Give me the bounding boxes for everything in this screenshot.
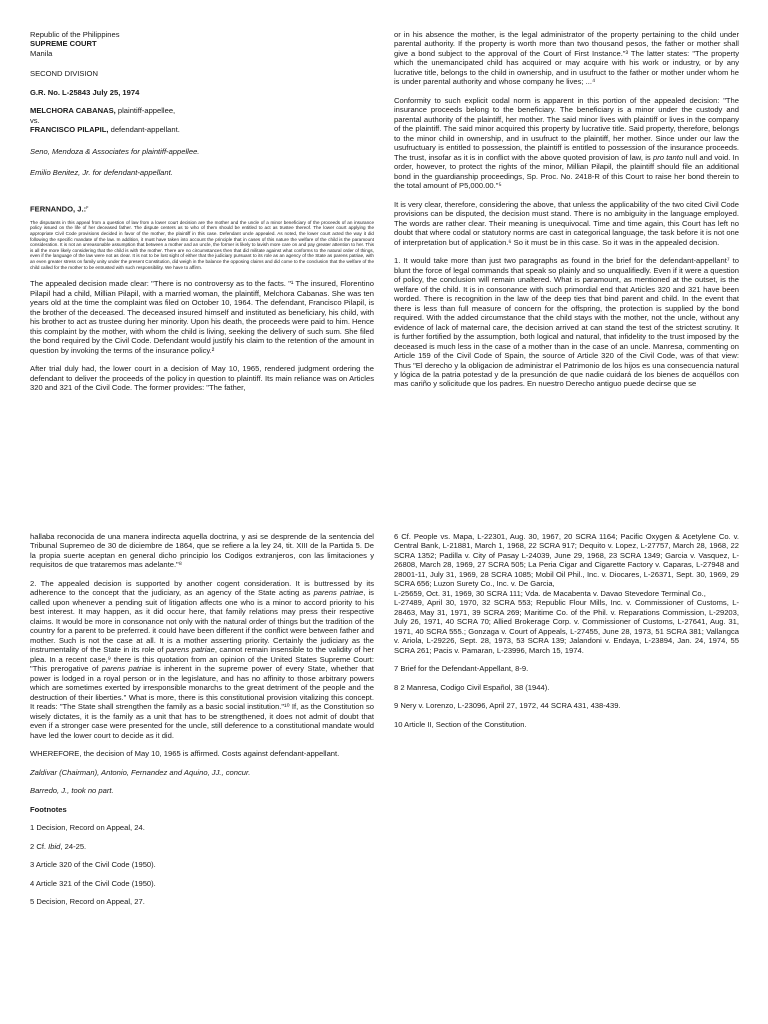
appellee-role: plaintiff-appellee, (115, 106, 176, 116)
case-summary: The disputants in this appeal from a question of law from a lower court decision are the mother and the uncle of a minor beneficiary of the proceeds of an insurance policy issued on the life of her deceased father. The dispute centers as to who of them should be entitled to act as trustee thereof. The lower court applying the appropriate Civil Code provisions decided in favor of the mother, the plaintiff in this case. Defendant uncle appealed. As noted, the lower court acted the way it did following the specific mandate of the law. In addition, it must have taken into account the principle that in cases of this nature the welfare of the child is the paramount consideration. It is not an unreasonable assumption that between a mother and an uncle, the former is likely to lavish more care on and pay greater attention to her. This is all the more likely considering that the child is with the mother. There are no circumstances then that did militate against what conforms to the natural order of things, even if the language of the law were not as clear. It is not to be lost sight of either that the judiciary pursuant to its role as an agency of the State as parens patriae, with an even greater stress on family unity under the present Constitution, did weigh in the balance the opposing claims and did come to the conclusion that the welfare of the child called for the mother to be entrusted with such responsibility. We have to affirm. (30, 219, 374, 270)
text-run: Conformity to such explicit codal norm is apparent in this portion of the appealed decision: "The insurance proceeds belong to the beneficiary. The beneficiary is a minor under the custody and parental authority of the plaintiff, her mother. The said minor lives with plaintiff or lives in the company of the plaintiff. The said minor acquired this property by lucrative title. Said property, therefore, belongs to the minor child in ownership, and in usufruct to the plaintiff, her mother. Since under our law the usufructuary is entitled to possession, the plaintiff is entitled to possession of the insurance proceeds. The trust, insofar as it is in conflict with the above quoted provision of law, is (394, 95, 739, 162)
body-paragraph (30, 579, 374, 740)
text-run: is inherent in the supreme power of every State, whether that power is lodged in a royal person or in the legislature, and has no affinity to those arbitrary powers which are sometimes exerted by irresponsible monarchs to the great detriment of the people and the destruction of their liberties." What is more, there is this constitutional provision vitalizing this concept. It reads: "The State shall strengthen the family as a basic social institution."¹⁰ If, as the Constitution so wisely dictates, it is the family as a unit that has to be strengthened, it does not admit of doubt that even if a stronger case were presented for the uncle, still deference to a constitutional mandate would have led the lower court to decide as it did. (30, 664, 374, 740)
text-run: 6 Cf. People vs. Mapa, L-22301, Aug. 30, 1967, 20 SCRA 1164; Pacific Oxygen & Acetylene Co. v. Central Bank, L-21881, March 1, 1968, 22 SCRA 917; Dequito v. Lopez, L-27757, March 28, 1968, 22 SCRA 1352; Padilla v. City of Pasay L-24039, June 29, 1968, 23 SCRA 1349; Garcia v. Vasquez, L-26808, March 28, 1969, 27 SCRA 505; La Peria Cigar and Cigarette Factory v. Caparas, L-27948 and 28001-11, July 31, 1969, 28 SCRA 1085; Mobil Oil Phil., Inc. v. Diocares, L-26371, Sept. 30, 1969, 29 SCRA 656; Luzon Surety Co., Inc. v. De Garcia, (394, 532, 739, 589)
body-paragraph: or in his absence the mother, is the legal administrator of the property pertaining to the child under parental authority. If the property is worth more than two thousand pesos, the father or mother shall give a bond subject to the approval of the Court of First Instance."³ The latter states: "The property which the unemancipated child has acquired or may acquire with his work or industry, or by any lucrative title, belongs to the child in ownership, and in usufruct to the father or mother under whom he is under parental authority and whose company he lives; ...⁴ (394, 30, 739, 87)
case-number: G.R. No. L-25843 July 25, 1974 (30, 87, 140, 97)
case-header (30, 30, 374, 58)
body-paragraph: 1. It would take more than just two paragraphs as found in the brief for the defendant-appellant⁷ to blunt the force of legal commands that speak so plainly and so unqualifiedly. Even if it were a question of policy, the conclusion will remain unaltered. What is paramount, as mentioned at the outset, is the welfare of the child. It is in consonance with such primordial end that Articles 320 and 321 have been worded. There is recognition in the law of the deep ties that bind parent and child. In the event that there is less than full measure of concern for the offspring, the protection is supplied by the bond required. With the added circumstance that the child stays with the mother, not the uncle, without any evidence of lack of maternal care, the decision arrived at can stand the test of the strictest scrutiny. It is further fortified by the assumption, both logical and natural, that infidelity to the trust imposed by the deceased is much less in the case of a mother than in the case of an uncle. Manresa, commenting on Article 159 of the Civil Code of Spain, the source of Article 320 of the Civil Code, was of that view: Thus "El derecho y la obligacion de administrar el Patrimonio de los hijos es una consecuencia natural y lógica de la patria potestad y de la presunción de que nadie cuidará de los bienes de acquéllos con mas cariño y solicitude que los padres. En nuestro Derecho antiguo puede decirse que se (394, 256, 739, 389)
court-name: SUPREME COURT (30, 39, 97, 49)
text-run: , is called upon whenever a pending suit of litigation affects one who is a minor to accord priority to his best interest. It may happen, as it did occur here, that family relations may press their respective claims. It would be more in consonance not only with the natural order of things but the tradition of the country for a parent to be preferred. it could have been different if the conflict were between father and mother. Such is not the case at all. It is a mother asserting priority. Certainly the judiciary as the instrumentality of the State in its role of (30, 588, 374, 655)
body-paragraph: hallaba reconocida de una manera indirecta aquella doctrina, y asi se desprende de la sentencia del Tribunal Supremeo de 30 de diciembre de 1864, que se refiere a la ley 24, tit. XIII de la Partida 5. De la propia suerte aceptan en general dicho principio los Codigos extranjeros, con las limitaciones y requisitos de que trataremos mas adelante."⁸ (30, 532, 374, 570)
italic-run: parens patriae (101, 664, 152, 674)
ponente-line (30, 204, 374, 214)
italic-run: pro tanto (652, 152, 684, 162)
column-bottom-right (394, 532, 739, 738)
text-run: , 24-25. (60, 841, 87, 851)
italic-run: parens patriae (313, 588, 364, 598)
italic-run: parens patriae (165, 645, 215, 655)
footnote: 7 Brief for the Defendant-Appellant, 8-9. (394, 664, 529, 674)
footnote: 4 Article 321 of the Civil Code (1950). (30, 878, 156, 888)
italic-run: Ibid (48, 841, 61, 851)
ponente-mark: p (86, 203, 89, 209)
country-line: Republic of the Philippines (30, 30, 120, 39)
vs-line: vs. (30, 115, 40, 125)
appellant-role: defendant-appellant. (108, 125, 180, 135)
text-run: , cannot remain insensible to the validity of her plea. In a recent case,⁹ there is this quotation from an opinion of the United States Supreme Court: "This prerogative of (30, 645, 374, 674)
footnote: 10 Article II, Section of the Constitution. (394, 719, 527, 729)
counsel-appellant: Emilio Benitez, Jr. for defendant-appellant. (30, 168, 173, 178)
text-run: L-25659, Oct. 31, 1969, 30 SCRA 111; Vda. de Macabenta v. Davao Stevedore Terminal Co., (394, 588, 706, 598)
appellant-name: FRANCISCO PILAPIL, (30, 125, 109, 135)
footnote (30, 842, 374, 851)
body-paragraph: After trial duly had, the lower court in a decision of May 10, 1965, rendered judgment ordering the defendant to deliver the proceeds of the policy in question to plaintiff. Its main reliance was on Articles 320 and 321 of the Civil Code. The former provides: "The father, (30, 364, 374, 393)
city-line: Manila (30, 48, 53, 58)
no-part-note: Barredo, J., took no part. (30, 786, 114, 796)
text-run: null and void. In order, however, to protect the rights of the minor, Millian Pilapil, the plaintiff should file an additional bond in the guardianship proceedings, Sp. Proc. No. 2418-R of this Court to raise her bond therein to the total amount of P5,000.00."⁵ (394, 152, 739, 191)
disposition: WHEREFORE, the decision of May 10, 1965 is affirmed. Costs against defendant-appellant. (30, 749, 340, 759)
text-run: L-27489, April 30, 1970, 32 SCRA 553; Republic Flour Mills, Inc. v. Commissioner of Customs, L-28463, May 31, 1971, 39 SCRA 269; Maritime Co. of the Phil. v. Reparations Commission, L-29203, July 26, 1971, 40 SCRA 70; Allied Brokerage Corp. v. Commissioner of Customs, L-27641, Aug. 31, 1971, 40 SCRA 555.; Gonzaga v. Court of Appeals, L-27455, June 28, 1973, 51 SCRA 381; Vallangca v. Ariola, L-29226, Sept. 28, 1973, 53 SCRA 139; Jalandoni v. Endaya, L-23894, Jan. 24, 1974, 55 SCRA 261; Pacis v. Pamaran, L-23996, March 15, 1974. (394, 598, 739, 655)
footnotes-heading: Footnotes (30, 804, 67, 814)
appellee-name: MELCHORA CABANAS, (30, 106, 116, 116)
column-top-right (394, 30, 739, 398)
case-parties (30, 106, 374, 134)
division-line: SECOND DIVISION (30, 69, 98, 79)
counsel-appellee: Seno, Mendoza & Associates for plaintiff-appellee. (30, 146, 200, 156)
footnote: 8 2 Manresa, Codigo Civil Español, 38 (1944). (394, 682, 550, 692)
footnote: 9 Nery v. Lorenzo, L-23096, April 27, 1972, 44 SCRA 431, 438-439. (394, 701, 621, 711)
concurrence: Zaldivar (Chairman), Antonio, Fernandez and Aquino, JJ., concur. (30, 767, 251, 777)
text-run: 2. The appealed decision is supported by another cogent consideration. It is buttressed by its adherence to the concept that the judiciary, as an agency of the State acting as (30, 578, 374, 598)
footnote: 5 Decision, Record on Appeal, 27. (30, 897, 145, 907)
body-paragraph: It is very clear, therefore, considering the above, that unless the applicability of the two cited Civil Code provisions can be disputed, the decision must stand. There is no ambiguity in the language employed. The words are rather clear. Their meaning is unequivocal. Time and time again, this Court has left no doubt that where codal or statutory norms are cast in categorical language, the task before it is not one of interpretation but of application.⁶ So it must be in this case. So it was in the appealed decision. (394, 199, 739, 247)
ponente-name: FERNANDO, J.: (30, 204, 87, 214)
column-top-left (30, 30, 374, 402)
body-paragraph: The appealed decision made clear: "There is no controversy as to the facts. "¹ The insured, Florentino Pilapil had a child, Millian Pilapil, with a married woman, the plaintiff, Melchora Cabanas. She was ten years old at the time the complaint was filed on October 10, 1964. The defendant, Francisco Pilapil, is the brother of the deceased. The deceased insured himself and instituted as beneficiary, his child, with his brother to act as trustee during her minority. Upon his death, the proceeds were paid to him. Hence this complaint by the mother, with whom the child is living, seeking the delivery of such sum. She filed the bond required by the Civil Code. Defendant would justify his claim to the retention of the amount in question by invoking the terms of the insurance policy.² (30, 279, 374, 355)
footnote (394, 532, 739, 655)
body-paragraph (394, 96, 739, 191)
footnote: 1 Decision, Record on Appeal, 24. (30, 823, 145, 833)
column-bottom-left (30, 532, 374, 916)
footnote: 3 Article 320 of the Civil Code (1950). (30, 860, 156, 870)
text-run: 2 Cf. (30, 841, 49, 851)
